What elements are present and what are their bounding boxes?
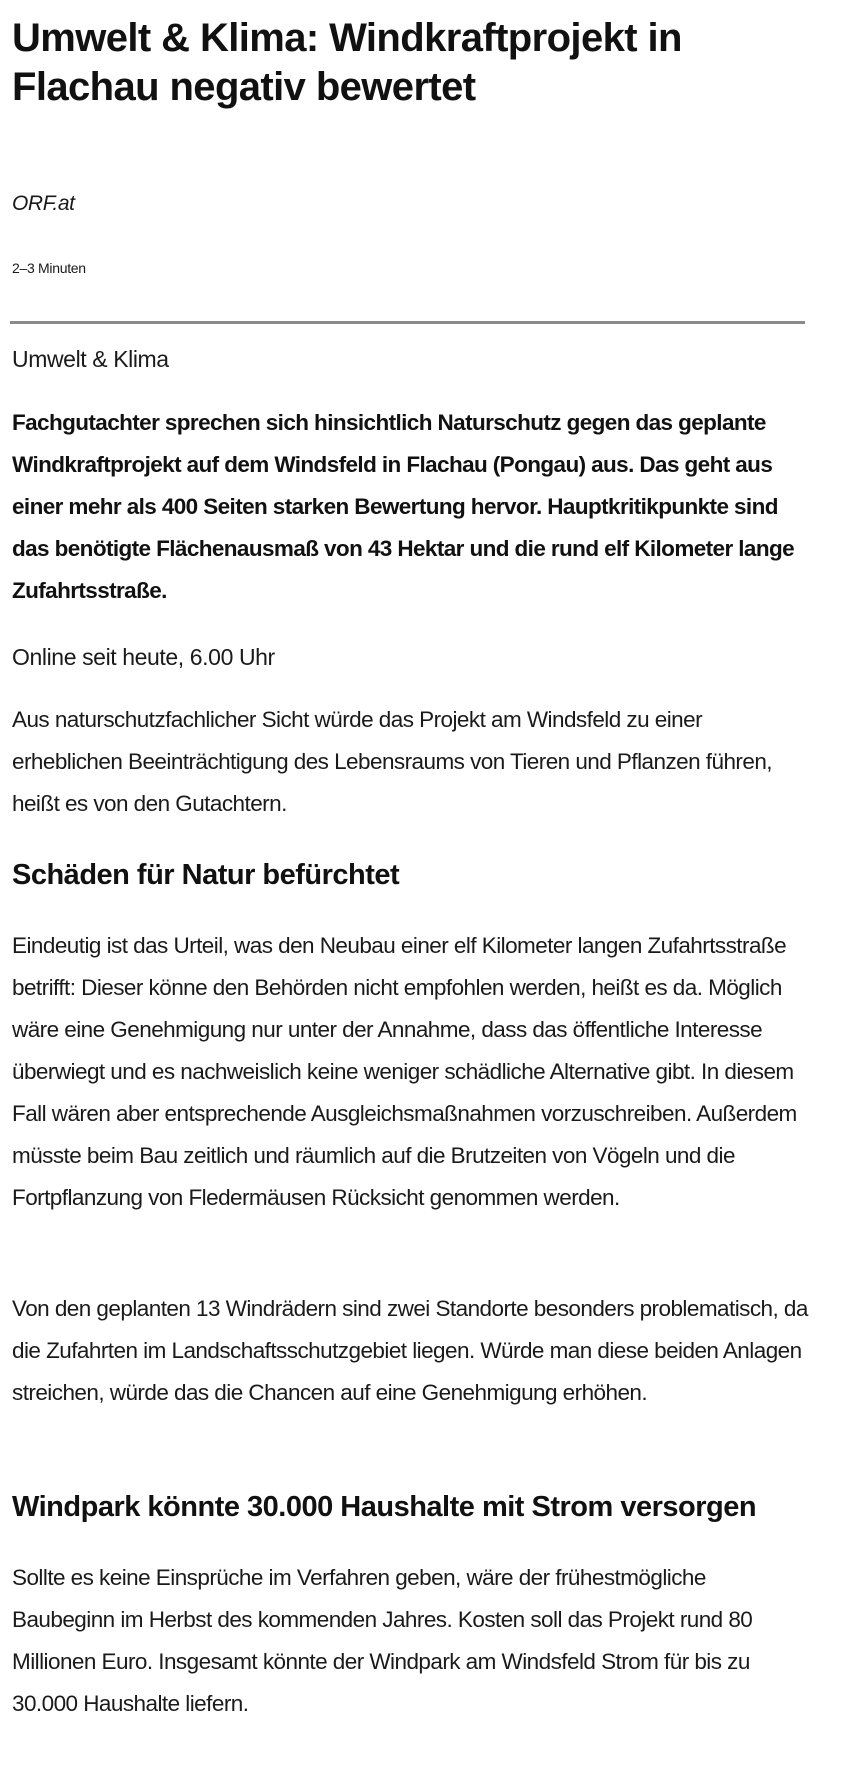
reading-time: 2–3 Minuten <box>12 260 86 276</box>
body-paragraph-4: Sollte es keine Einsprüche im Verfahren geben, wäre der frühestmögliche Baubeginn im Herbst des kommenden Jahres. Kosten soll das Projekt rund 80 Millionen Euro. Insgesamt könnte der Windpark am Windsfeld Strom für bis zu 30.000 Haushalte liefern. <box>12 1565 753 1716</box>
article-source: ORF.at <box>12 192 75 215</box>
body-paragraph-1: Aus naturschutzfachlicher Sicht würde das Projekt am Windsfeld zu einer erheblichen Beeinträchtigung des Lebensraums von Tieren und Pflanzen führen, heißt es von den Gutachtern. <box>12 707 772 816</box>
publish-time: Online seit heute, 6.00 Uhr <box>12 644 275 670</box>
article-title: Umwelt & Klima: Windkraftprojekt in Flachau negativ bewertet <box>12 16 682 109</box>
section-heading-2: Windpark könnte 30.000 Haushalte mit Strom versorgen <box>12 1491 757 1523</box>
article-category: Umwelt & Klima <box>12 346 169 372</box>
header-divider <box>10 321 805 324</box>
article-lead: Fachgutachter sprechen sich hinsichtlich Naturschutz gegen das geplante Windkraftprojekt auf dem Windsfeld in Flachau (Pongau) aus. Das geht aus einer mehr als 400 Seiten starken Bewertung hervor. Hauptkritikpunkte sind das benötigte Flächenausmaß von 43 Hektar und die rund elf Kilometer lange Zufahrtsstraße. <box>12 410 795 603</box>
body-paragraph-2: Eindeutig ist das Urteil, was den Neubau einer elf Kilometer langen Zufahrtsstraße betrifft: Dieser könne den Behörden nicht empfohlen werden, heißt es da. Möglich wäre eine Genehmigung nur unter der Annahme, dass das öffentliche Interesse überwiegt und es nachweislich keine weniger schädliche Alternative gibt. In diesem Fall wären aber entsprechende Ausgleichsmaßnahmen vorzuschreiben. Außerdem müsste beim Bau zeitlich und räumlich auf die Brutzeiten von Vögeln und die Fortpflanzung von Fledermäusen Rücksicht genommen werden. <box>12 933 797 1210</box>
body-paragraph-3: Von den geplanten 13 Windrädern sind zwei Standorte besonders problematisch, da die Zufahrten im Landschaftsschutzgebiet liegen. Würde man diese beiden Anlagen streichen, würde das die Chancen auf eine Genehmigung erhöhen. <box>12 1296 808 1405</box>
section-heading-1: Schäden für Natur befürchtet <box>12 859 400 891</box>
